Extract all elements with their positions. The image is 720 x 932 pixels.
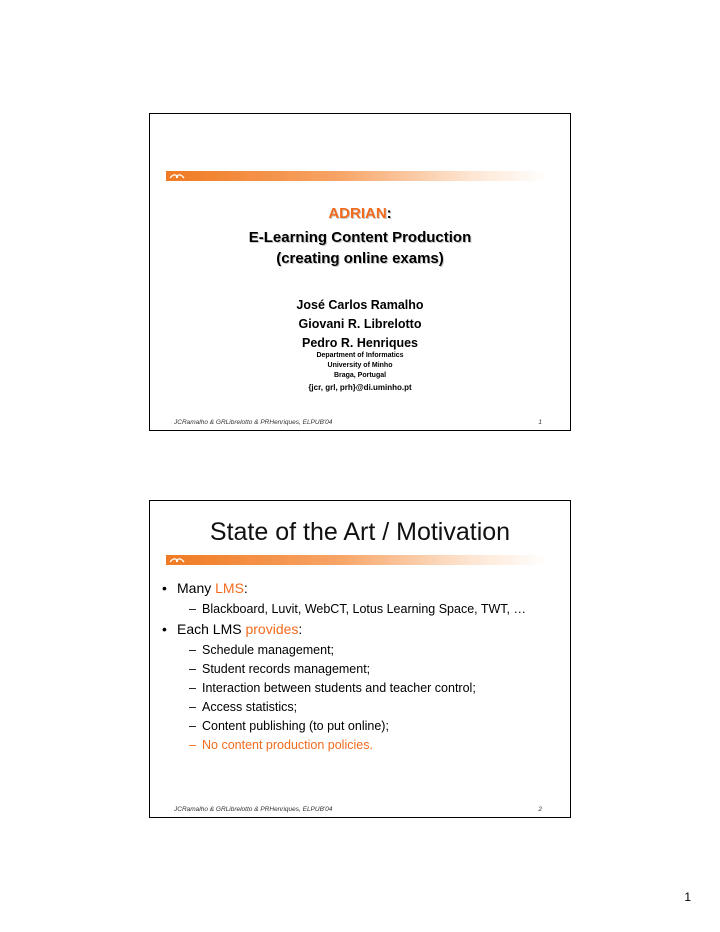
bullet-punct: :: [298, 621, 303, 637]
sub-bullet-text: Access statistics;: [202, 700, 298, 714]
bullet-item: [162, 580, 562, 596]
slide-2: [149, 500, 571, 818]
dash-marker: –: [189, 738, 196, 752]
dash-marker: –: [189, 681, 196, 695]
subtitle-line-1: E-Learning Content Production: [248, 229, 472, 246]
title-bar: [166, 171, 548, 181]
title-bar: [166, 555, 548, 565]
dash-marker: –: [189, 719, 196, 733]
title-colon: :: [386, 205, 392, 222]
sub-bullet-item: [162, 718, 562, 734]
sub-bullet-text: Content publishing (to put online);: [202, 719, 389, 733]
bullet-text: Each LMS: [177, 621, 246, 637]
bullet-list: [162, 580, 562, 756]
slide-number: 1: [538, 419, 542, 426]
author-2: Giovani R. Librelotto: [298, 317, 422, 331]
sub-bullet-item: [162, 642, 562, 658]
author-1: José Carlos Ramalho: [296, 298, 424, 312]
bullet-marker: •: [162, 580, 167, 596]
um-logo-icon: [169, 172, 185, 180]
bullet-punct: :: [243, 580, 248, 596]
sub-bullet-item: [162, 699, 562, 715]
dash-marker: –: [189, 602, 196, 616]
bullet-highlight: provides: [245, 621, 299, 637]
bullet-item: [162, 621, 562, 637]
slide-title: [150, 205, 570, 222]
bullet-marker: •: [162, 621, 167, 637]
sub-bullet-item: [162, 680, 562, 696]
sub-bullet-item: [162, 601, 562, 617]
author-3: Pedro R. Henriques: [302, 336, 418, 350]
title-highlight: ADRIAN: [328, 205, 387, 222]
sub-bullet-text: Blackboard, Luvit, WebCT, Lotus Learning Space, TWT, …: [202, 602, 526, 616]
bullet-highlight: LMS: [215, 580, 244, 596]
affiliation-university: University of Minho: [327, 362, 393, 369]
sub-bullet-item-highlight: [162, 737, 562, 753]
dash-marker: –: [189, 700, 196, 714]
dash-marker: –: [189, 662, 196, 676]
affiliation-dept: Department of Informatics: [316, 352, 404, 359]
dash-marker: –: [189, 643, 196, 657]
um-logo-icon: [169, 556, 185, 564]
footer-credits: JCRamalho & GRLibrelotto & PRHenriques, ELPUB'04: [174, 806, 333, 813]
slide-title: State of the Art / Motivation: [209, 518, 511, 546]
page-number: 1: [684, 890, 691, 904]
sub-bullet-item: [162, 661, 562, 677]
footer-credits: JCRamalho & GRLibrelotto & PRHenriques, ELPUB'04: [174, 419, 333, 426]
sub-bullet-text: Student records management;: [202, 662, 371, 676]
affiliation-location: Braga, Portugal: [333, 372, 387, 379]
sub-bullet-text: Interaction between students and teacher control;: [202, 681, 476, 695]
slide-footer: [174, 806, 542, 813]
email-address: {jcr, grl, prh}@di.uminho.pt: [308, 383, 412, 392]
slide-footer: [174, 419, 542, 426]
subtitle-line-2: (creating online exams): [276, 250, 444, 267]
sub-bullet-text: Schedule management;: [202, 643, 335, 657]
sub-bullet-text: No content production policies.: [202, 738, 373, 752]
bullet-text: Many: [177, 580, 216, 596]
slide-1: [149, 113, 571, 431]
slide-number: 2: [538, 806, 542, 813]
